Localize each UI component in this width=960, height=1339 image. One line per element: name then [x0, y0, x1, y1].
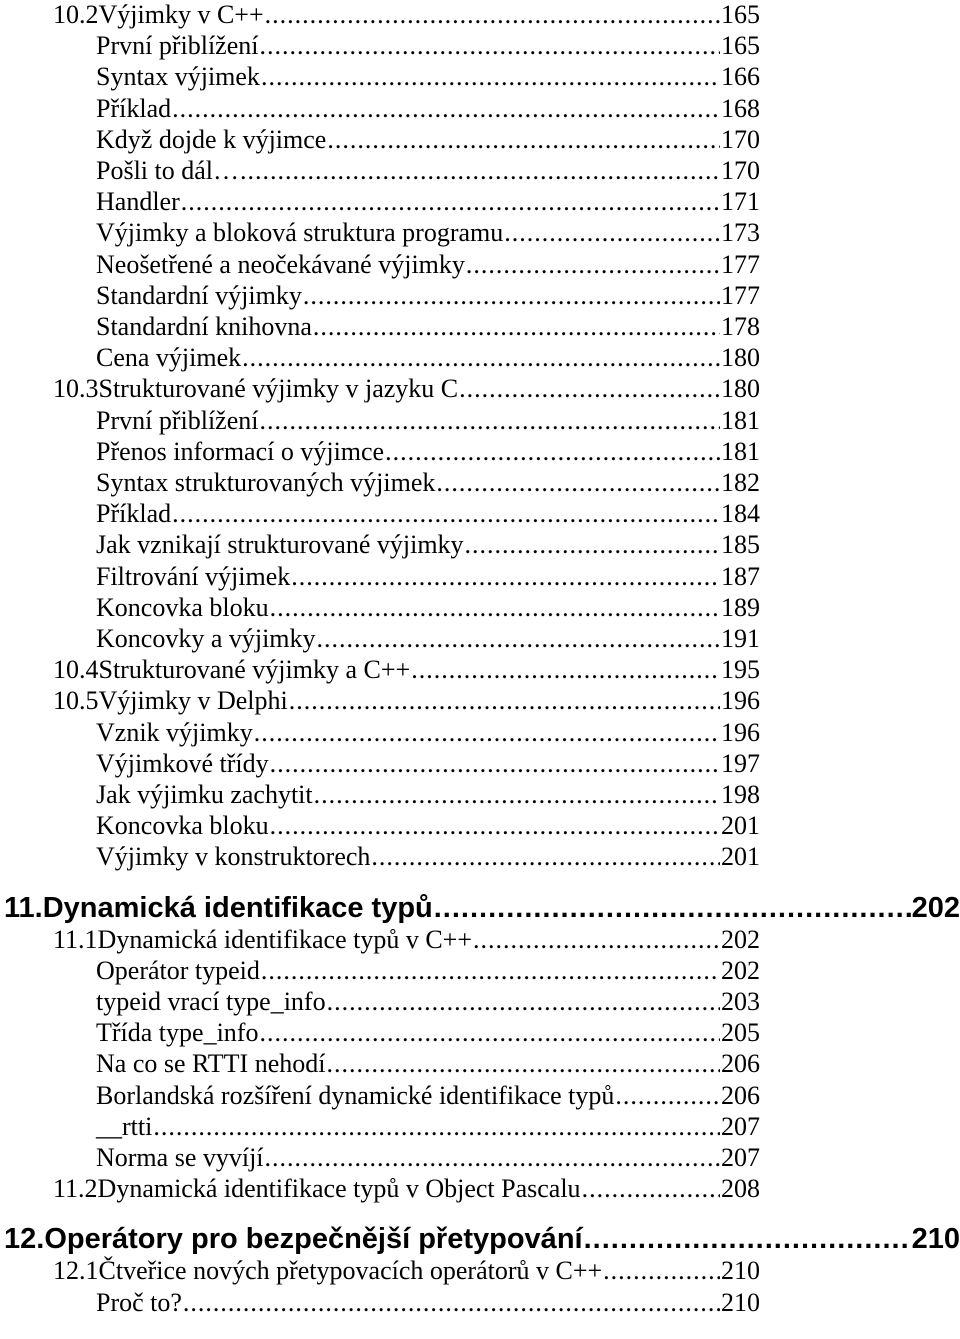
toc-page-number: 210: [721, 1256, 760, 1286]
toc-page-number: 208: [721, 1174, 760, 1204]
toc-subsection-row[interactable]: [96, 1081, 760, 1111]
toc-page-number: 180: [721, 374, 760, 404]
toc-entry-title: Pošli to dál…: [96, 156, 240, 185]
toc-page-number: 187: [721, 561, 760, 591]
toc-page-number: 210: [911, 1223, 960, 1256]
toc-entry-title: Handler: [96, 187, 180, 217]
dot-leader: [259, 1018, 720, 1048]
toc-entry-title: Strukturované výjimky a C++: [98, 655, 411, 685]
toc-entry-title: Standardní knihovna: [96, 312, 312, 341]
dot-leader: [466, 250, 720, 280]
toc-subsection-row[interactable]: [96, 1143, 760, 1173]
toc-entry-title: Koncovka bloku: [96, 811, 269, 841]
dot-leader: [326, 1049, 720, 1079]
dot-leader: [371, 842, 720, 872]
toc-subsection-row[interactable]: [96, 593, 760, 623]
toc-page-number: 170: [721, 124, 760, 154]
toc-page-number: 177: [721, 280, 760, 310]
toc-entry-number: 10.5: [53, 686, 99, 716]
toc-entry-title: Norma se vyvíjí: [96, 1143, 264, 1172]
toc-page-number: 184: [721, 499, 760, 529]
toc-entry-title: Třída type_info: [96, 1018, 259, 1048]
toc-page-number: 196: [721, 717, 760, 747]
toc-page-number: 202: [721, 955, 760, 985]
toc-page-number: 185: [721, 530, 760, 560]
dot-leader: [270, 749, 720, 779]
dot-leader: [465, 530, 720, 560]
dot-leader: [261, 62, 720, 92]
toc-page-number: 207: [721, 1111, 760, 1141]
toc-entry-title: Proč to?: [96, 1287, 182, 1317]
toc-section-row[interactable]: [53, 925, 760, 955]
toc-page-number: 196: [721, 686, 760, 716]
toc-section-row[interactable]: [53, 1256, 760, 1286]
toc-entry-title: Na co se RTTI nehodí: [96, 1049, 326, 1079]
toc-page-number: 197: [721, 748, 760, 778]
dot-leader: [582, 1174, 720, 1204]
toc-page-number: 189: [721, 592, 760, 622]
toc-entry-number: 11.: [4, 891, 43, 924]
toc-subsection-row[interactable]: [96, 343, 760, 373]
toc-page-number: 180: [721, 343, 760, 373]
toc-entry-title: typeid vrací type_info: [96, 987, 326, 1016]
toc-page-number: 205: [721, 1018, 760, 1048]
toc-entry-title: Filtrování výjimek: [96, 561, 291, 591]
dot-leader: [327, 125, 720, 155]
toc-entry-title: První přiblížení: [96, 405, 259, 435]
toc-page-number: 201: [721, 811, 760, 841]
toc-section-row[interactable]: [53, 1174, 760, 1204]
toc-page-number: 165: [721, 0, 760, 29]
toc-section-row[interactable]: [53, 0, 760, 30]
dot-leader: [265, 0, 720, 30]
dot-leader: [153, 1112, 720, 1142]
toc-subsection-row[interactable]: [96, 1288, 760, 1318]
toc-subsection-row[interactable]: [96, 718, 760, 748]
toc-subsection-row[interactable]: [96, 811, 760, 841]
dot-leader: [270, 593, 720, 623]
toc-page-number: 210: [721, 1287, 760, 1317]
dot-leader: [240, 156, 720, 186]
toc-page-number: 181: [721, 436, 760, 466]
toc-entry-title: Neošetřené a neočekávané výjimky: [96, 249, 465, 279]
toc-entry-title: Výjimky v C++: [98, 0, 264, 29]
toc-subsection-row[interactable]: [96, 406, 760, 436]
toc-subsection-row[interactable]: [96, 1112, 760, 1142]
toc-entry-title: Přenos informací o výjimce: [96, 436, 385, 466]
dot-leader: [411, 655, 720, 685]
toc-page-number: 181: [721, 405, 760, 435]
toc-subsection-row[interactable]: [96, 1018, 760, 1048]
toc-subsection-row[interactable]: [96, 125, 760, 155]
toc-entry-title: Dynamická identifikace typů v C++: [97, 924, 472, 954]
toc-subsection-row[interactable]: [96, 499, 760, 529]
toc-subsection-row[interactable]: [96, 62, 760, 92]
toc-entry-number: 10.4: [53, 655, 99, 685]
dot-leader: [327, 987, 720, 1017]
dot-leader: [436, 468, 720, 498]
toc-subsection-row[interactable]: [96, 218, 760, 248]
dot-leader: [181, 187, 720, 217]
dot-leader: [459, 374, 720, 404]
toc-subsection-row[interactable]: [96, 31, 760, 61]
toc-entry-title: Čtveřice nových přetypovacích operátorů v C++: [98, 1256, 603, 1286]
toc-section-row[interactable]: [53, 655, 760, 685]
dot-leader: [172, 94, 720, 124]
dot-leader: [303, 281, 720, 311]
toc-section-row[interactable]: [53, 374, 760, 404]
toc-entry-title: Příklad: [96, 499, 172, 529]
toc-subsection-row[interactable]: [96, 562, 760, 592]
toc-page-number: 206: [721, 1049, 760, 1079]
toc-subsection-row[interactable]: [96, 281, 760, 311]
dot-leader: [259, 406, 720, 436]
dot-leader: [434, 891, 911, 925]
toc-entry-number: 10.3: [53, 374, 99, 404]
toc-subsection-row[interactable]: [96, 987, 760, 1017]
toc-entry-title: Koncovka bloku: [96, 592, 269, 622]
toc-page-number: 198: [721, 780, 760, 809]
toc-page-number: 206: [721, 1080, 760, 1110]
toc-chapter-row[interactable]: [4, 1222, 960, 1256]
toc-entry-number: 12.: [4, 1223, 45, 1256]
dot-leader: [584, 1222, 911, 1256]
toc-entry-title: Jak výjimku zachytit: [96, 780, 313, 809]
toc-page-number: 173: [721, 218, 760, 248]
dot-leader: [385, 437, 720, 467]
toc-subsection-row[interactable]: [96, 530, 760, 560]
toc-chapter-row[interactable]: [4, 891, 960, 925]
dot-leader: [314, 780, 720, 810]
toc-entry-title: Jak vznikají strukturované výjimky: [96, 530, 464, 560]
dot-leader: [313, 312, 720, 342]
toc-page-number: 191: [721, 624, 760, 653]
dot-leader: [242, 343, 720, 373]
toc-entry-title: Výjimkové třídy: [96, 748, 269, 778]
toc-subsection-row[interactable]: [96, 749, 760, 779]
toc-subsection-row[interactable]: [96, 187, 760, 217]
toc-subsection-row[interactable]: [96, 437, 760, 467]
toc-entry-title: Cena výjimek: [96, 343, 242, 373]
toc-subsection-row[interactable]: [96, 624, 760, 654]
toc-entry-title: Operátor typeid: [96, 955, 260, 985]
toc-entry-title: Když dojde k výjimce: [96, 124, 327, 154]
dot-leader: [615, 1081, 720, 1111]
dot-leader: [270, 811, 720, 841]
dot-leader: [172, 499, 720, 529]
toc-entry-title: Výjimky v konstruktorech: [96, 842, 371, 872]
dot-leader: [291, 562, 720, 592]
toc-entry-title: Vznik výjimky: [96, 717, 253, 747]
toc-subsection-row[interactable]: [96, 1049, 760, 1079]
toc-entry-number: 12.1: [53, 1256, 99, 1286]
toc-entry-number: 10.2: [53, 0, 99, 29]
toc-entry-title: Borlandská rozšíření dynamické identifikace typů: [96, 1080, 615, 1110]
toc-entry-title: Standardní výjimky: [96, 280, 302, 310]
toc-entry-title: První přiblížení: [96, 31, 259, 61]
dot-leader: [473, 925, 720, 955]
toc-entry-title: Dynamická identifikace typů v Object Pascalu: [97, 1174, 581, 1204]
toc-entry-title: Syntax výjimek: [96, 62, 260, 92]
dot-leader: [265, 1143, 720, 1173]
toc-page-number: 182: [721, 468, 760, 497]
toc-entry-title: Strukturované výjimky v jazyku C: [98, 374, 459, 404]
toc-entry-title: Výjimky v Delphi: [98, 686, 288, 716]
toc-subsection-row[interactable]: [96, 156, 760, 186]
toc-page-number: 171: [721, 187, 760, 217]
dot-leader: [254, 718, 720, 748]
toc-entry-title: __rtti: [96, 1111, 153, 1141]
toc-entry-title: Syntax strukturovaných výjimek: [96, 468, 436, 497]
dot-leader: [183, 1288, 720, 1318]
dot-leader: [259, 31, 720, 61]
toc-subsection-row[interactable]: [96, 956, 760, 986]
dot-leader: [317, 624, 720, 654]
toc-entry-title: Operátory pro bezpečnější přetypování: [44, 1223, 583, 1256]
toc-subsection-row[interactable]: [96, 780, 760, 810]
toc-subsection-row[interactable]: [96, 250, 760, 280]
toc-page-number: 178: [721, 312, 760, 341]
dot-leader: [504, 218, 720, 248]
dot-leader: [603, 1256, 720, 1286]
toc-page-number: 195: [721, 655, 760, 685]
toc-subsection-row[interactable]: [96, 842, 760, 872]
toc-subsection-row[interactable]: [96, 468, 760, 498]
toc-page-number: 207: [721, 1143, 760, 1172]
toc-page-number: 168: [721, 93, 760, 123]
toc-page-number: 170: [721, 156, 760, 185]
toc-page-number: 165: [721, 31, 760, 61]
toc-entry-title: Dynamická identifikace typů: [42, 891, 433, 924]
toc-page-number: 202: [911, 891, 960, 924]
toc-entry-title: Koncovky a výjimky: [96, 624, 316, 653]
toc-entry-title: Výjimky a bloková struktura programu: [96, 218, 504, 248]
dot-leader: [261, 956, 720, 986]
toc-entry-number: 11.1: [53, 924, 98, 954]
toc-page-number: 166: [721, 62, 760, 92]
toc-entry-number: 11.2: [53, 1174, 98, 1204]
toc-page-number: 177: [721, 249, 760, 279]
toc-entry-title: Příklad: [96, 93, 172, 123]
toc-page-number: 202: [721, 924, 760, 954]
toc-subsection-row[interactable]: [96, 312, 760, 342]
toc-page-number: 203: [721, 987, 760, 1016]
toc-page-number: 201: [721, 842, 760, 872]
toc-section-row[interactable]: [53, 686, 760, 716]
toc-subsection-row[interactable]: [96, 94, 760, 124]
dot-leader: [289, 686, 720, 716]
